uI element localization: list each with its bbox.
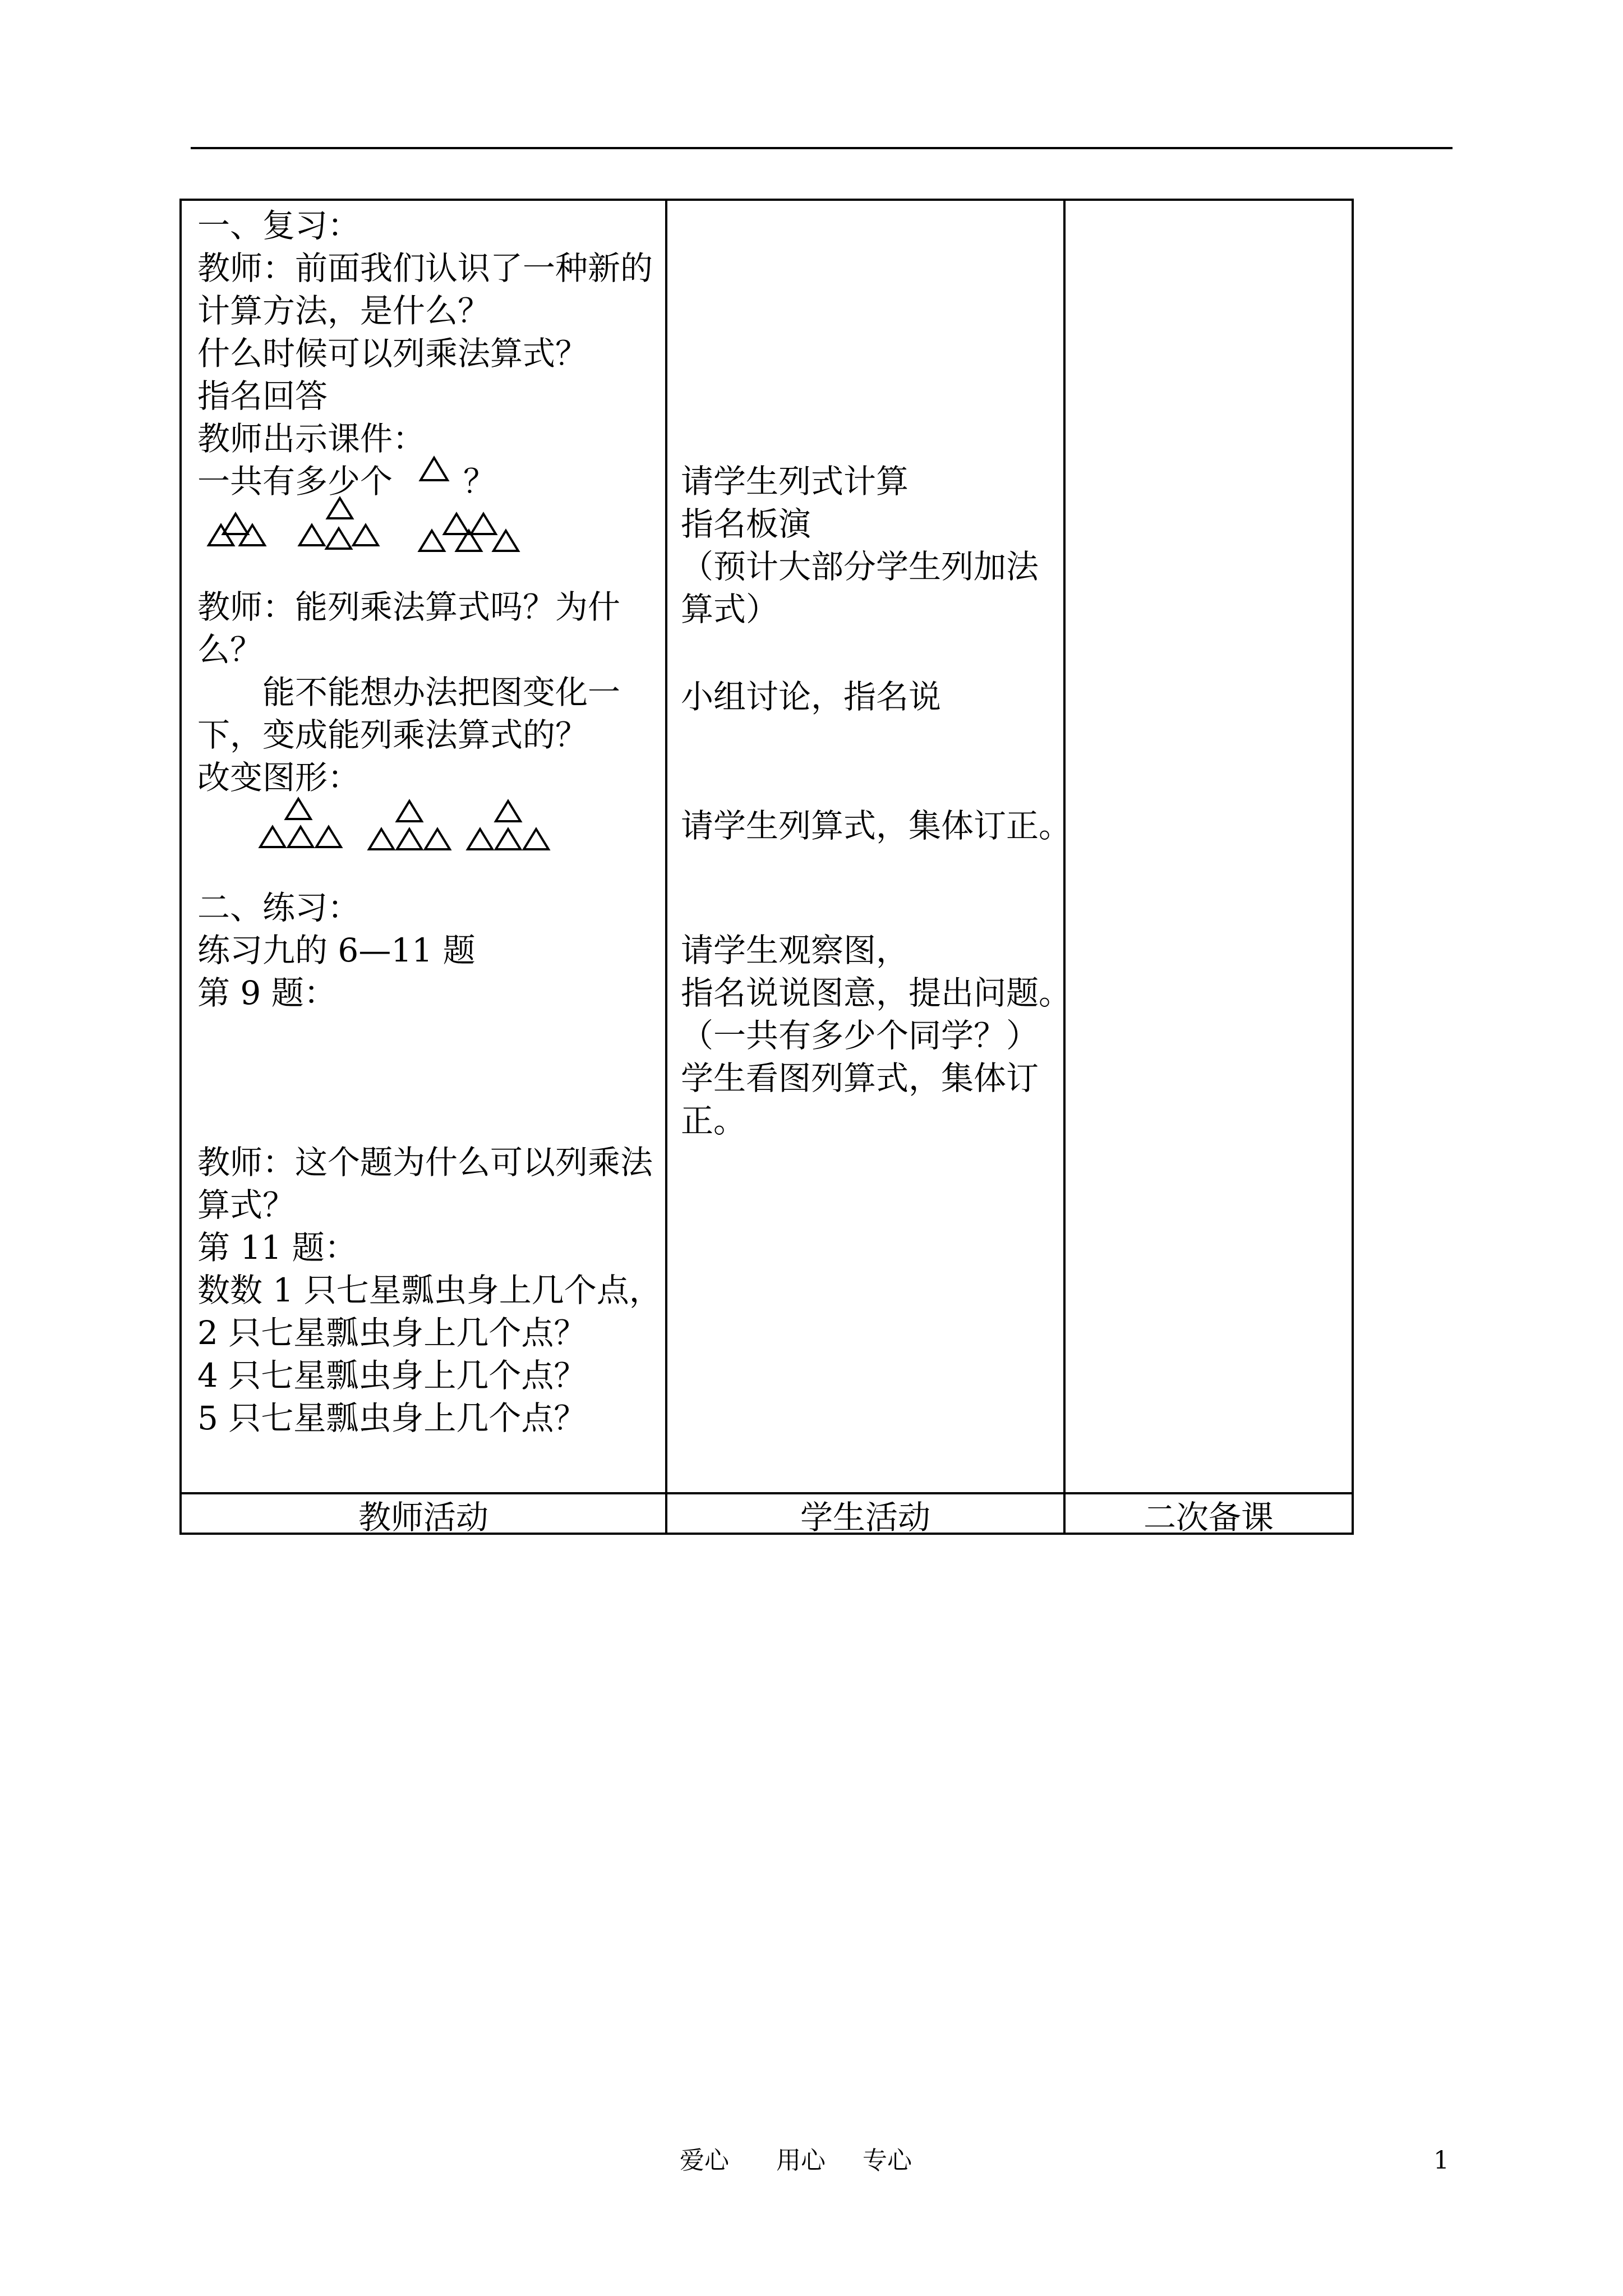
triangle-icon: [417, 455, 451, 484]
header-rule: [191, 147, 1453, 149]
triangle-groups-regular: [182, 795, 574, 868]
column-divider-1: [665, 201, 667, 1533]
teacher-line: 教师：能列乘法算式吗？为什: [197, 588, 621, 626]
footer-word-diligence: 用心: [776, 2146, 826, 2175]
teacher-line: ？: [463, 462, 496, 500]
teacher-line: 改变图形：: [197, 758, 361, 797]
student-line: 请学生列算式，集体订正。: [681, 807, 1072, 845]
teacher-line: 练习九的 6—11 题: [197, 931, 476, 969]
student-line: 请学生观察图，: [681, 931, 909, 969]
student-activity-header: 学生活动: [800, 1498, 930, 1536]
teacher-line: 什么时候可以列乘法算式？: [197, 334, 588, 372]
teacher-line: 一、复习：: [197, 206, 361, 245]
teacher-line: 4 只七星瓢虫身上几个点？: [197, 1356, 587, 1395]
teacher-line: 指名回答: [197, 377, 328, 415]
second-lesson-prep-header: 二次备课: [1143, 1498, 1274, 1536]
teacher-line: 算式？: [197, 1186, 296, 1224]
student-line: 指名板演: [681, 505, 811, 543]
teacher-activity-header: 教师活动: [358, 1498, 488, 1536]
student-line: （一共有多少个同学？）: [681, 1016, 1039, 1055]
teacher-line: 教师：前面我们认识了一种新的: [197, 249, 653, 287]
teacher-line: 第 9 题：: [197, 974, 336, 1012]
teacher-line: 教师出示课件：: [197, 420, 426, 458]
teacher-line: 能不能想办法把图变化一: [262, 673, 621, 711]
teacher-line: 计算方法，是什么？: [197, 292, 491, 330]
teacher-line: 5 只七星瓢虫身上几个点？: [197, 1399, 587, 1437]
student-line: 学生看图列算式，集体订: [681, 1059, 1039, 1097]
student-line: 小组讨论，指名说: [681, 678, 942, 716]
teacher-line: 2 只七星瓢虫身上几个点？: [197, 1314, 587, 1352]
footer-word-love: 爱心: [680, 2146, 729, 2175]
teacher-line: 么？: [197, 631, 263, 669]
student-line: 算式）: [681, 590, 779, 628]
teacher-line: 数数 1 只七星瓢虫身上几个点，: [197, 1271, 662, 1309]
triangle-groups-irregular: [182, 493, 574, 565]
footer-word-focus: 专心: [863, 2146, 912, 2175]
student-line: （预计大部分学生列加法: [681, 547, 1039, 586]
teacher-line: 第 11 题：: [197, 1228, 357, 1267]
lesson-plan-table: [179, 199, 1354, 1535]
teacher-line: 二、练习：: [197, 889, 361, 927]
teacher-line: 下，变成能列乘法算式的？: [197, 716, 588, 754]
footer-row-divider: [182, 1492, 1352, 1494]
student-line: 正。: [681, 1102, 746, 1140]
column-divider-2: [1063, 201, 1066, 1533]
teacher-line: 一共有多少个: [197, 462, 393, 500]
teacher-line: 教师：这个题为什么可以列乘法: [197, 1143, 653, 1181]
page-number: 1: [1433, 2146, 1449, 2175]
student-line: 指名说说图意，提出问题。: [681, 974, 1072, 1012]
student-line: 请学生列式计算: [681, 462, 909, 500]
